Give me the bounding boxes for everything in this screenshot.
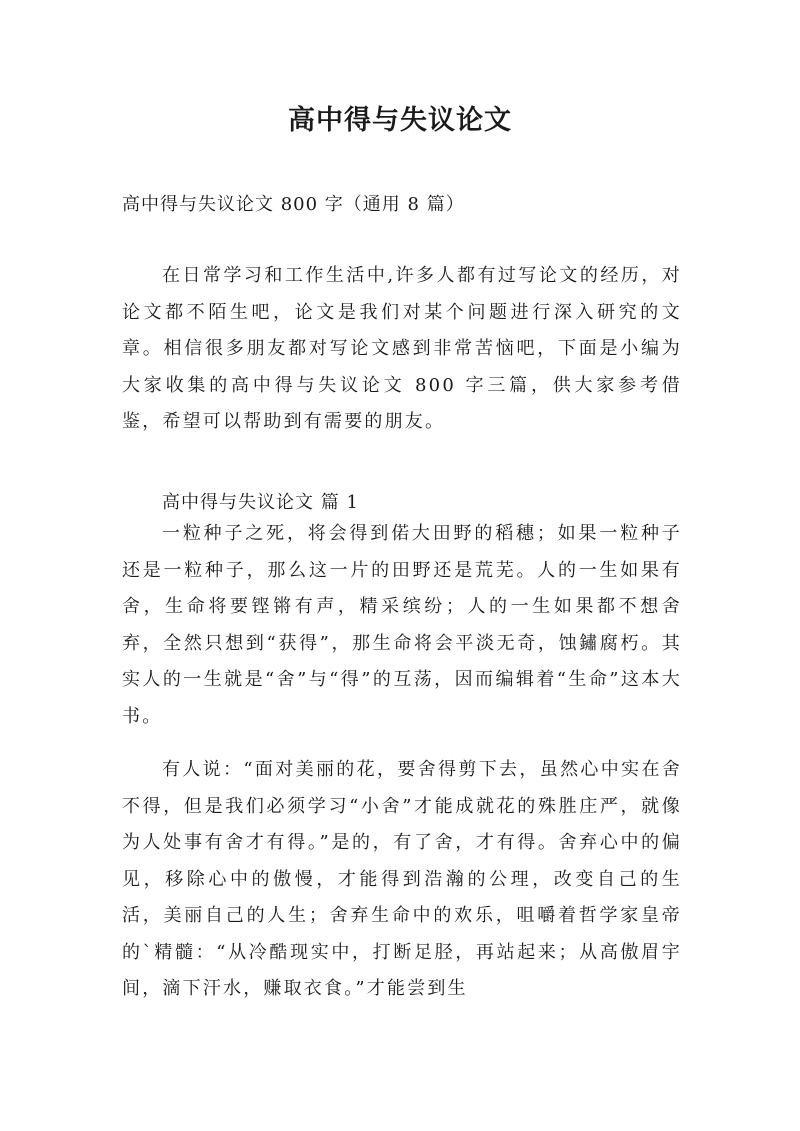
- section-heading: 高中得与失议论文 篇 1: [162, 492, 359, 513]
- document-title: 高中得与失议论文: [288, 105, 512, 136]
- document-subtitle: 高中得与失议论文 800 字（通用 8 篇）: [122, 194, 465, 215]
- body-paragraph-2: 有人说：“面对美丽的花，要舍得剪下去，虽然心中实在舍不得，但是我们必须学习“小舍”才能成就花的殊胜庄严，就像为人处事有舍才有得。”是的，有了舍，才有得。舍弃心中的偏见，移除心中的傲慢，才能得到浩瀚的公理，改变自己的生活，美丽自己的人生；舍弃生命中的欢乐，咀嚼着哲学家皇帝的`精髓：“从冷酷现实中，打断足胫，再站起来；从高傲眉宇间，滴下汗水，赚取衣食。”才能尝到生: [122, 759, 682, 999]
- intro-paragraph: 在日常学习和工作生活中,许多人都有过写论文的经历，对论文都不陌生吧，论文是我们对某个问题进行深入研究的文章。相信很多朋友都对写论文感到非常苦恼吧，下面是小编为大家收集的高中得与失议论文 800 字三篇，供大家参考借鉴，希望可以帮助到有需要的朋友。: [122, 265, 682, 432]
- body-paragraph-1: 一粒种子之死，将会得到偌大田野的稻穗；如果一粒种子还是一粒种子，那么这一片的田野还是荒芜。人的一生如果有舍，生命将要铿锵有声，精采缤纷；人的一生如果都不想舍弃，全然只想到“获得”，那生命将会平淡无奇，蚀鏽腐朽。其实人的一生就是“舍”与“得”的互荡，因而编辑着“生命”这本大书。: [122, 523, 682, 727]
